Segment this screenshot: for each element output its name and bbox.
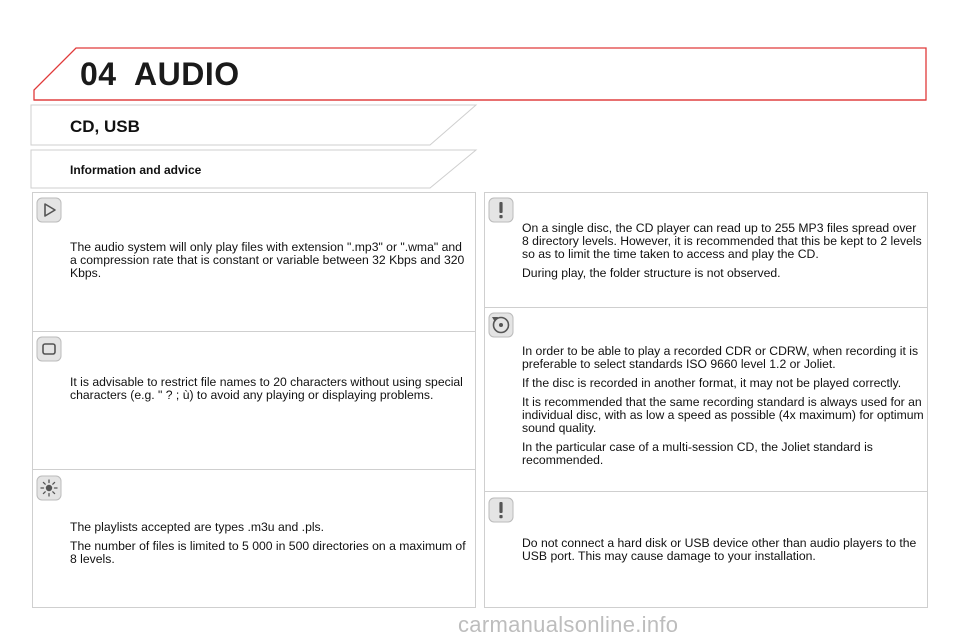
warning-exclamation-icon [488, 197, 514, 223]
subtitle: Information and advice [70, 163, 202, 177]
paragraph: On a single disc, the CD player can read up to 255 MP3 files spread over 8 directory levels. However, it is recommended that this be kept to 2 levels so as to limit the time taken to access and play the CD. [522, 221, 922, 261]
right-divider-2 [484, 491, 928, 492]
tip-lightbulb-icon [36, 475, 62, 501]
right-block-2-text [522, 345, 926, 473]
play-icon [36, 197, 62, 223]
paragraph: The playlists accepted are types .m3u and .pls. [70, 520, 325, 534]
paragraph: It is advisable to restrict file names to 20 characters without using special characters (e.g. " ? ; ù) to avoid any playing or displaying problems. [70, 375, 463, 402]
left-block-3-text [70, 521, 470, 572]
right-block-1-text [522, 222, 924, 286]
chapter-header [0, 0, 960, 110]
right-block-3-text [522, 537, 924, 569]
paragraph: The number of files is limited to 5 000 in 500 directories on a maximum of 8 levels. [70, 539, 466, 566]
chapter-number: 04 [80, 56, 117, 92]
paragraph: The audio system will only play files with extension ".mp3" or ".wma" and a compression rate that is constant or variable between 32 Kbps and 320 Kbps. [70, 240, 465, 280]
paragraph: It is recommended that the same recording standard is always used for an individual disc, with as low a speed as possible (4x maximum) for optimum sound quality. [522, 395, 924, 435]
right-divider-1 [484, 307, 928, 308]
paragraph: Do not connect a hard disk or USB device other than audio players to the USB port. This may cause damage to your installation. [522, 536, 917, 563]
left-block-1-text [70, 241, 470, 286]
paragraph: In order to be able to play a recorded CDR or CDRW, when recording it is preferable to select standards ISO 9660 level 1.2 or Joliet. [522, 344, 919, 371]
chapter-header-frame [0, 0, 960, 110]
watermark: carmanualsonline.info [458, 612, 679, 637]
paragraph: If the disc is recorded in another format, it may not be played correctly. [522, 376, 902, 390]
warning-exclamation-icon [488, 497, 514, 523]
paragraph: During play, the folder structure is not observed. [522, 266, 781, 280]
chapter-title: AUDIO [134, 56, 240, 92]
left-divider-2 [32, 469, 476, 470]
paragraph: In the particular case of a multi-session CD, the Joliet standard is recommended. [522, 440, 873, 467]
left-block-2-text [70, 376, 470, 408]
disc-recycle-icon [488, 312, 514, 338]
left-divider-1 [32, 331, 476, 332]
note-icon [36, 336, 62, 362]
section-title: CD, USB [70, 117, 140, 136]
